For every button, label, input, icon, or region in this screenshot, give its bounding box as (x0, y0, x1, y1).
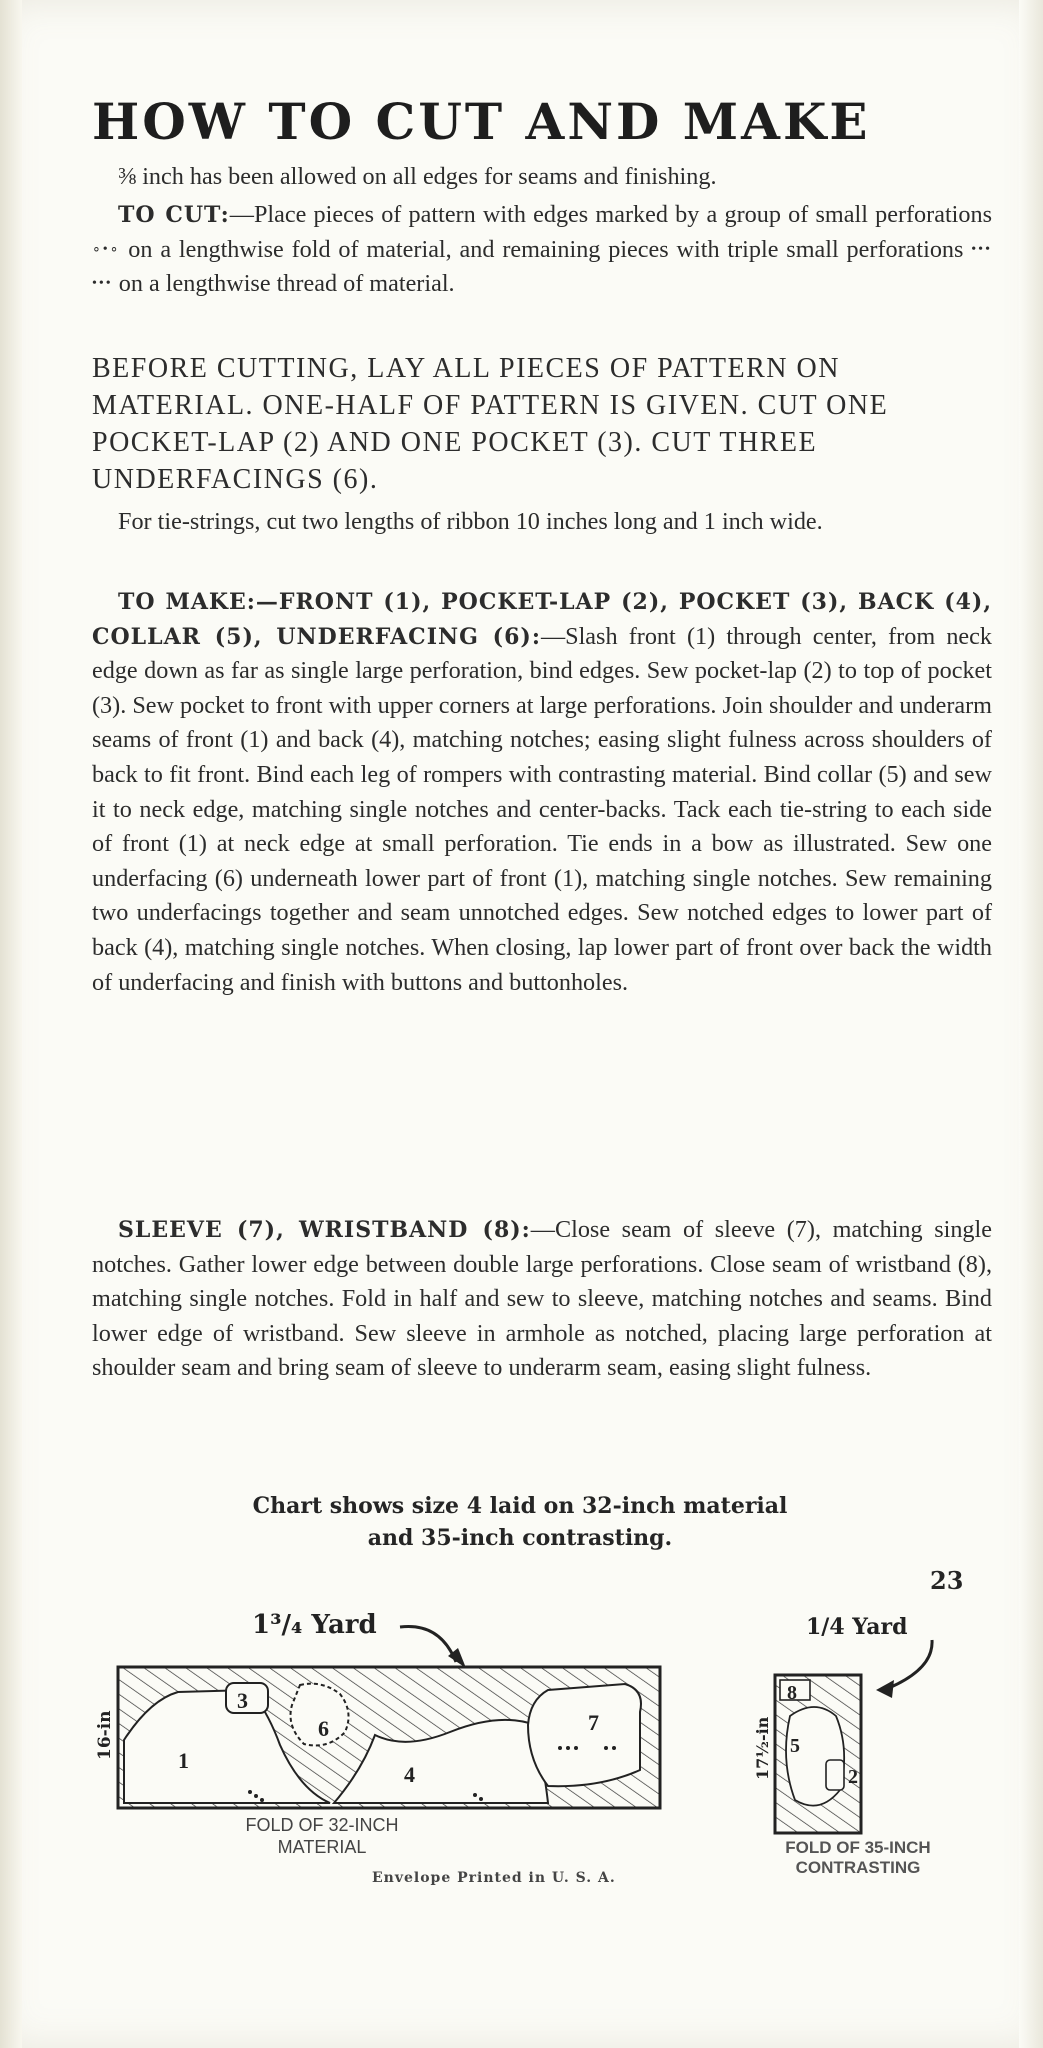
fold-perforation-icon: ∘•∘ (92, 241, 121, 257)
to-make-heading: TO MAKE:—FRONT (1), POCKET-LAP (2), POCKET (3), BACK (4), COLLAR (5), UNDERFACING (6): (92, 589, 992, 650)
main-fold-label (222, 1814, 422, 1858)
sleeve-heading: SLEEVE (7), WRISTBAND (8): (118, 1217, 531, 1243)
piece-label-5: 5 (790, 1735, 800, 1757)
to-cut-heading: TO CUT: (118, 202, 230, 228)
seam-allowance-note: ⅜ inch has been allowed on all edges for seams and finishing. (118, 163, 717, 190)
to-cut-text-a: —Place pieces of pattern with edges marked by a group of small perforations (229, 201, 992, 228)
to-cut-text-c: on a lengthwise thread of material. (118, 270, 455, 298)
piece-label-3: 3 (237, 1688, 248, 1713)
main-yardage-label: 1³/₄ Yard (252, 1610, 377, 1640)
sleeve-text: —Close seam of sleeve (7), matching single notches. Gather lower edge between double large perforations. Close seam of wristband (8), matching single notches. Fold in half and sew to sleeve, matching notches and seams. Bind lower edge of wristband. Sew sleeve in armhole as notched, placing large perforation at shoulder seam and bring seam of sleeve to underarm seam, easing slight fulness. (92, 1216, 992, 1382)
triple-perforation-icon: ••• ••• (92, 241, 992, 292)
page-title: HOW TO CUT AND MAKE (92, 92, 871, 151)
piece-2-pocket-lap-shape (826, 1760, 844, 1790)
contrast-yardage-label: 1/4 Yard (806, 1614, 908, 1640)
main-layout-diagram (118, 1667, 660, 1808)
to-cut-text-b: on a lengthwise fold of material, and remaining pieces with triple small perforations (128, 235, 964, 263)
main-fold-label-line-1: FOLD OF 32-INCH (245, 1815, 399, 1835)
chart-caption-line-1: Chart shows size 4 laid on 32-inch material (252, 1493, 788, 1519)
main-fold-label-line-2: MATERIAL (277, 1837, 367, 1857)
piece-label-7: 7 (588, 1710, 599, 1735)
before-cutting-paragraph: BEFORE CUTTING, LAY ALL PIECES OF PATTERN ON MATERIAL. ONE-HALF OF PATTERN IS GIVEN. CUT ONE POCKET-LAP (2) AND ONE POCKET (3). CUT THREE UNDERFACINGS (6). (92, 353, 889, 495)
piece-label-6: 6 (318, 1716, 329, 1741)
tie-strings-paragraph: For tie-strings, cut two lengths of ribbon 10 inches long and 1 inch wide. (118, 508, 823, 535)
contrast-yardage-arrowhead-icon (876, 1680, 894, 1698)
piece-label-4: 4 (404, 1762, 415, 1787)
contrast-fold-label-line-2: CONTRASTING (795, 1858, 921, 1877)
contrast-fold-label-line-1: FOLD OF 35-INCH (785, 1838, 931, 1857)
chart-caption-line-2: and 35-inch contrasting. (367, 1525, 673, 1551)
main-yardage-arrow-icon (400, 1626, 456, 1662)
page-number: 23 (930, 1566, 964, 1595)
to-make-text: —Slash front (1) through center, from neck edge down as far as single large perforation, bind edges. Sew pocket-lap (2) to top of pocket (3). Sew pocket to front with upper corners at large perforations. Join shoulder and underarm seams of front (1) and back (4), matching notches; easing slight fulness across shoulders of back to fit front. Bind each leg of rompers with contrasting material. Bind collar (5) and sew it to neck edge, matching single notches and center-backs. Tack each tie-string to each side of front (1) at neck edge at small perforation. Tie ends in a bow as illustrated. Sew one underfacing (6) underneath lower part of front (1), matching single notches. Sew remaining two underfacings together and seam unnotched edges. Sew notched edges to lower part of back (4), matching single notches. When closing, lap lower part of front over back the width of underfacing and finish with buttons and buttonholes. (92, 622, 992, 996)
printed-in-footer: Envelope Printed in U. S. A. (372, 1870, 616, 1886)
piece-label-8: 8 (787, 1682, 797, 1704)
contrast-fold-label (738, 1838, 978, 1878)
piece-7-sleeve-shape (528, 1684, 641, 1786)
contrast-width-label: 17½-in (753, 1716, 772, 1780)
piece-label-1: 1 (178, 1748, 189, 1773)
main-width-label: 16-in (95, 1710, 115, 1760)
piece-label-2: 2 (848, 1766, 858, 1788)
